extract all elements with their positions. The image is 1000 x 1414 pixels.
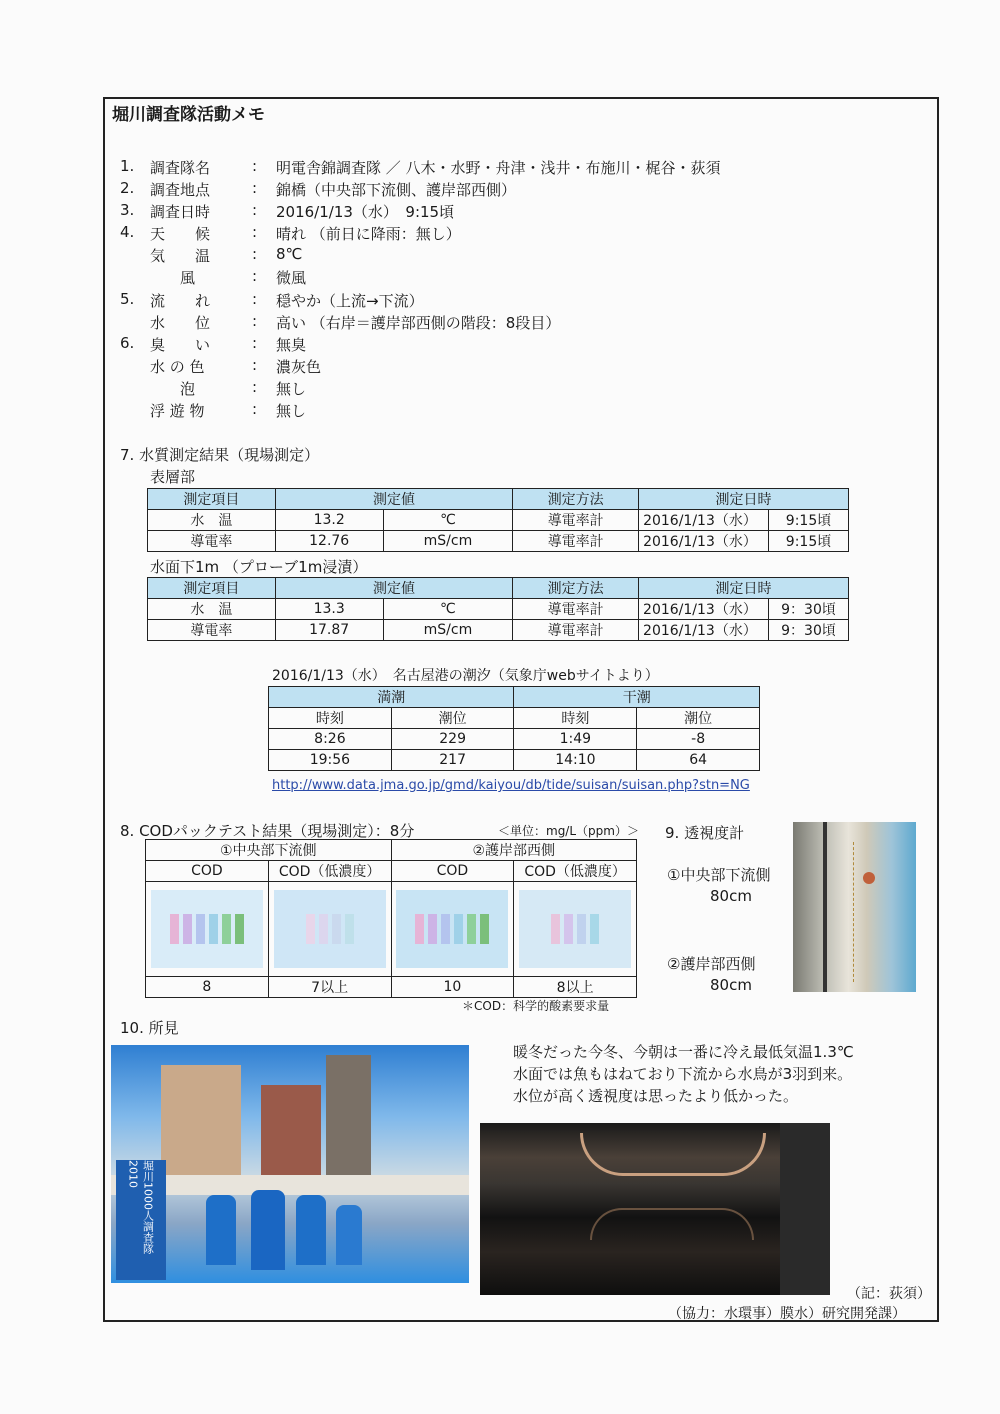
item-label: 気 温: [150, 247, 211, 265]
measure-cell: ℃: [383, 510, 513, 531]
cod-photo-cell: [514, 882, 637, 977]
col-header-item: 測定項目: [148, 489, 276, 510]
cod-photo: [519, 890, 631, 968]
measure-cell: mS/cm: [383, 531, 513, 552]
item-colon: :: [252, 223, 258, 241]
col-header-value: 測定値: [275, 489, 513, 510]
item-label: 風: [150, 269, 196, 287]
observation-text: [513, 1041, 854, 1107]
time-header: 時刻: [269, 708, 392, 729]
cod-col: COD: [146, 861, 269, 882]
item-colon: :: [252, 356, 258, 374]
measure-cell: 2016/1/13（水）: [639, 510, 769, 531]
measure-cell: 13.2: [275, 510, 383, 531]
transparency-value1: 80cm: [710, 887, 752, 905]
item-label: 臭 い: [150, 336, 211, 354]
measure-cell: 2016/1/13（水）: [639, 599, 769, 620]
col-header-method: 測定方法: [513, 578, 639, 599]
tide-cell: 1:49: [514, 729, 637, 750]
measure-cell: 導電率計: [513, 510, 639, 531]
transparency-photo: [793, 822, 916, 992]
item-num: 6.: [120, 334, 135, 352]
item-colon: :: [252, 267, 258, 285]
surface-table: [147, 488, 849, 552]
item-label: 天 候: [150, 225, 211, 243]
cod-photo: [274, 890, 386, 968]
item-value: 微風: [276, 269, 307, 287]
observation-line: 水位が高く透視度は思ったより低かった。: [513, 1087, 799, 1105]
item-colon: :: [252, 245, 258, 263]
tide-cell: 217: [391, 750, 514, 771]
measure-cell: 9：30頃: [769, 620, 849, 641]
item-label: 水 位: [150, 314, 211, 332]
item-colon: :: [252, 290, 258, 308]
item-num: 2.: [120, 179, 135, 197]
item-num: 1.: [120, 157, 135, 175]
measure-cell: ℃: [383, 599, 513, 620]
measure-cell: 12.76: [275, 531, 383, 552]
item-value: 明電舎錦調査隊 ／ 八木・水野・舟津・浅井・布施川・梶谷・荻須: [276, 159, 721, 177]
item-colon: :: [252, 378, 258, 396]
unit-label: ＜単位：mg/L（ppm）＞: [498, 824, 639, 838]
tide-cell: 229: [391, 729, 514, 750]
section7-heading: 7. 水質測定結果（現場測定）: [120, 446, 320, 464]
item-label: 流 れ: [150, 292, 211, 310]
cod-group1: ①中央部下流側: [146, 840, 392, 861]
submerged-table: [147, 577, 849, 641]
tide-cell: 64: [637, 750, 760, 771]
tide-table: [268, 686, 760, 771]
cod-value: 7以上: [268, 977, 391, 998]
measure-cell: 水 温: [148, 510, 276, 531]
tide-cell: -8: [637, 729, 760, 750]
cod-table: [145, 839, 637, 998]
page-title: 堀川調査隊活動メモ: [112, 105, 265, 125]
cod-photo-cell: [146, 882, 269, 977]
measure-cell: mS/cm: [383, 620, 513, 641]
item-colon: :: [252, 334, 258, 352]
measure-cell: 水 温: [148, 599, 276, 620]
col-header-datetime: 測定日時: [639, 489, 849, 510]
item-label: 調査地点: [150, 181, 211, 199]
cod-value: 8以上: [514, 977, 637, 998]
measure-cell: 導電率計: [513, 599, 639, 620]
measure-cell: 17.87: [275, 620, 383, 641]
item-colon: :: [252, 179, 258, 197]
item-label: 調査隊名: [150, 159, 211, 177]
low-tide-header: 干潮: [514, 687, 760, 708]
surface-label: 表層部: [150, 468, 196, 486]
item-value: 無し: [276, 402, 307, 420]
item-value: 錦橋（中央部下流側、護岸部西側）: [276, 181, 517, 199]
measure-cell: 2016/1/13（水）: [639, 620, 769, 641]
cod-group2: ②護岸部西側: [391, 840, 637, 861]
cod-note: ＊COD：科学的酸素要求量: [462, 999, 610, 1013]
tide-cell: 14:10: [514, 750, 637, 771]
measure-cell: 2016/1/13（水）: [639, 531, 769, 552]
tide-cell: 19:56: [269, 750, 392, 771]
item-label: 水 の 色: [150, 358, 205, 376]
measure-cell: 導電率計: [513, 620, 639, 641]
section9-heading: 9. 透視度計: [665, 824, 745, 842]
col-header-datetime: 測定日時: [639, 578, 849, 599]
item-value: 8℃: [276, 245, 303, 263]
col-header-method: 測定方法: [513, 489, 639, 510]
author-note: （記：荻須）: [847, 1286, 931, 1302]
banner: 堀川1000人調査隊2010: [116, 1160, 166, 1280]
item-num: 5.: [120, 290, 135, 308]
level-header: 潮位: [391, 708, 514, 729]
cod-photo: [396, 890, 508, 968]
item-colon: :: [252, 400, 258, 418]
measure-cell: 導電率: [148, 531, 276, 552]
section10-heading: 10. 所見: [120, 1019, 179, 1037]
item-value: 無し: [276, 380, 307, 398]
item-value: 2016/1/13（水） 9:15頃: [276, 203, 455, 221]
item-label: 泡: [150, 380, 196, 398]
tide-cell: 8:26: [269, 729, 392, 750]
measure-cell: 導電率計: [513, 531, 639, 552]
measure-cell: 13.3: [275, 599, 383, 620]
item-label: 浮 遊 物: [150, 402, 205, 420]
measure-cell: 9:15頃: [769, 510, 849, 531]
high-tide-header: 満潮: [269, 687, 514, 708]
item-label: 調査日時: [150, 203, 211, 221]
cod-photo: [151, 890, 263, 968]
item-value: 晴れ （前日に降雨：無し）: [276, 225, 461, 243]
measure-cell: 9：30頃: [769, 599, 849, 620]
item-value: 濃灰色: [276, 358, 322, 376]
cod-col: COD（低濃度）: [268, 861, 391, 882]
cod-photo-cell: [268, 882, 391, 977]
transparency-value2: 80cm: [710, 976, 752, 994]
observation-line: 暖冬だった今冬、今朝は一番に冷え最低気温1.3℃: [513, 1043, 854, 1061]
transparency-site1: ①中央部下流側: [667, 866, 771, 884]
tide-caption: 2016/1/13（水） 名古屋港の潮汐（気象庁webサイトより）: [272, 668, 659, 684]
cod-value: 10: [391, 977, 514, 998]
col-header-item: 測定項目: [148, 578, 276, 599]
item-colon: :: [252, 157, 258, 175]
time-header: 時刻: [514, 708, 637, 729]
cod-value: 8: [146, 977, 269, 998]
cod-col: COD（低濃度）: [514, 861, 637, 882]
transparency-site2: ②護岸部西側: [667, 955, 756, 973]
measure-cell: 9:15頃: [769, 531, 849, 552]
measure-cell: 導電率: [148, 620, 276, 641]
item-value: 無臭: [276, 336, 307, 354]
item-value: 穏やか（上流→下流）: [276, 292, 424, 310]
cod-photo-cell: [391, 882, 514, 977]
credit-note: （協力：水環事）膜水）研究開発課）: [668, 1306, 906, 1322]
item-value: 高い （右岸＝護岸部西側の階段：8段目）: [276, 314, 561, 332]
section8-heading: 8. CODパックテスト結果（現場測定）：8分: [120, 822, 415, 840]
sub-label: 水面下1m （プローブ1m浸漬）: [150, 558, 368, 576]
item-colon: :: [252, 201, 258, 219]
team-photo: [111, 1045, 469, 1283]
item-colon: :: [252, 312, 258, 330]
item-num: 4.: [120, 223, 135, 241]
river-photo: [480, 1123, 830, 1295]
col-header-value: 測定値: [275, 578, 513, 599]
observation-line: 水面では魚もはねており下流から水鳥が3羽到来。: [513, 1065, 853, 1083]
cod-col: COD: [391, 861, 514, 882]
item-num: 3.: [120, 201, 135, 219]
level-header: 潮位: [637, 708, 760, 729]
jma-link[interactable]: http://www.data.jma.go.jp/gmd/kaiyou/db/tide/suisan/suisan.php?stn=NG: [272, 778, 750, 793]
